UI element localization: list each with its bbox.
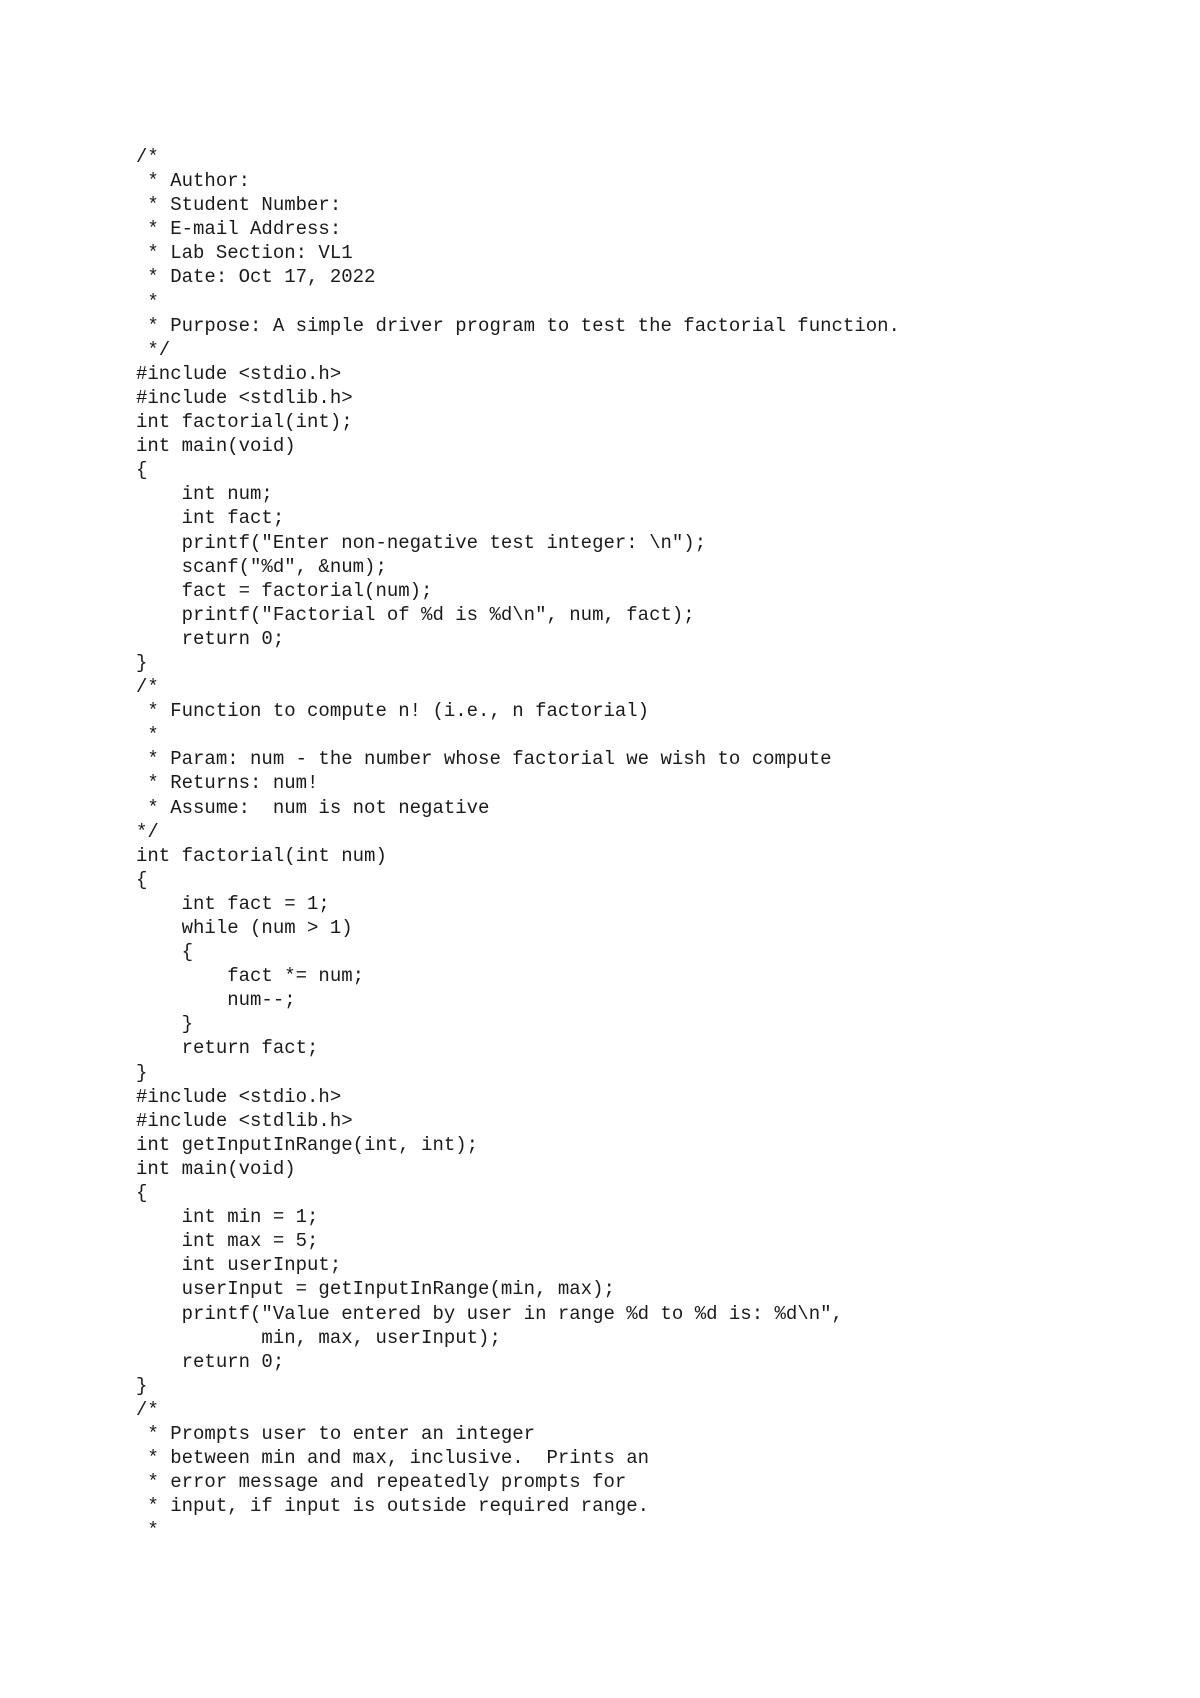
code-line: * Assume: num is not negative <box>136 796 490 819</box>
code-line: */ <box>136 338 171 361</box>
code-line: #include <stdlib.h> <box>136 1109 353 1132</box>
code-line: int userInput; <box>136 1254 342 1277</box>
code-line: num--; <box>136 989 296 1012</box>
code-line: int fact; <box>136 507 285 530</box>
code-line: fact *= num; <box>136 965 365 988</box>
code-line: printf("Factorial of %d is %d\n", num, fact); <box>136 603 695 626</box>
code-line: while (num > 1) <box>136 917 353 939</box>
code-line: * Prompts user to enter an integer <box>136 1422 536 1445</box>
code-line: /* <box>136 676 159 699</box>
code-line: #include <stdio.h> <box>136 1085 342 1108</box>
code-line: { <box>136 459 148 482</box>
code-line: #include <stdlib.h> <box>136 386 353 409</box>
code-line: /* <box>136 146 159 168</box>
code-line: int getInputInRange(int, int); <box>136 1133 479 1156</box>
code-line: int main(void) <box>136 1157 296 1180</box>
code-line: */ <box>136 820 159 843</box>
code-line: return fact; <box>136 1037 319 1060</box>
code-line: * <box>136 290 159 313</box>
code-line: return 0; <box>136 1350 285 1373</box>
code-line: * between min and max, inclusive. Prints an <box>136 1447 650 1470</box>
code-line: userInput = getInputInRange(min, max); <box>136 1278 615 1301</box>
code-line: } <box>136 1061 148 1084</box>
code-line: * <box>136 1519 159 1542</box>
code-line: * E-mail Address: <box>136 218 342 241</box>
code-line: * Lab Section: VL1 <box>136 242 353 265</box>
code-line: /* <box>136 1398 159 1421</box>
code-line: * Student Number: <box>136 194 342 217</box>
code-line: min, max, userInput); <box>136 1326 501 1349</box>
code-line: return 0; <box>136 627 285 650</box>
code-line: * Date: Oct 17, 2022 <box>136 266 376 289</box>
code-line: int max = 5; <box>136 1230 319 1253</box>
code-line: int num; <box>136 483 273 506</box>
code-line: * input, if input is outside required range. <box>136 1495 650 1518</box>
code-listing <box>136 145 1136 1542</box>
code-line: { <box>136 941 194 964</box>
code-line: } <box>136 1374 148 1397</box>
code-line: * error message and repeatedly prompts for <box>136 1471 627 1494</box>
code-line: scanf("%d", &num); <box>136 555 387 578</box>
code-line: * Author: <box>136 170 251 193</box>
code-line: #include <stdio.h> <box>136 362 342 385</box>
code-line: printf("Enter non-negative test integer: \n"); <box>136 531 707 554</box>
code-line: int factorial(int num) <box>136 844 387 867</box>
code-line: int fact = 1; <box>136 892 330 915</box>
code-line: * Param: num - the number whose factorial we wish to compute <box>136 748 832 771</box>
code-line: } <box>136 1013 194 1036</box>
code-line: * Returns: num! <box>136 772 319 795</box>
code-line: fact = factorial(num); <box>136 579 433 602</box>
code-line: printf("Value entered by user in range %d to %d is: %d\n", <box>136 1302 843 1325</box>
code-line: { <box>136 868 148 891</box>
code-line: } <box>136 651 148 674</box>
code-line: int main(void) <box>136 435 296 458</box>
code-line: { <box>136 1182 148 1205</box>
code-line: * Purpose: A simple driver program to test the factorial function. <box>136 314 900 337</box>
code-line: int min = 1; <box>136 1206 319 1229</box>
code-line: * <box>136 724 159 747</box>
code-line: int factorial(int); <box>136 411 353 434</box>
code-line: * Function to compute n! (i.e., n factorial) <box>136 700 650 723</box>
